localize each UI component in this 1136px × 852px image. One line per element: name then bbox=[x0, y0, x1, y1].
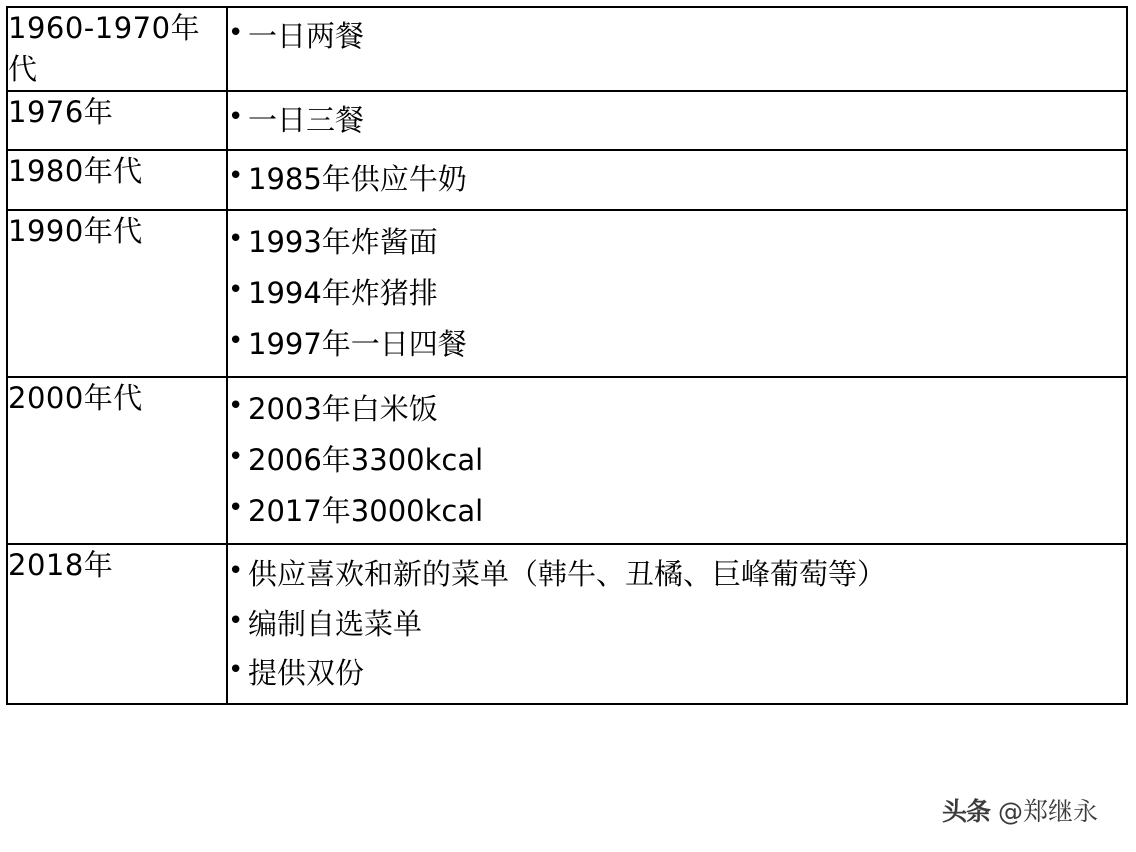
period-cell: 2018年 bbox=[7, 544, 227, 703]
list-item: • 1993年炸酱面 bbox=[228, 223, 1126, 262]
bullet-list bbox=[228, 101, 1126, 140]
bullet-list bbox=[228, 390, 1126, 531]
period-cell: 1980年代 bbox=[7, 150, 227, 209]
watermark bbox=[942, 792, 1098, 828]
document-page bbox=[0, 6, 1136, 852]
items-cell bbox=[227, 210, 1127, 377]
items-cell bbox=[227, 377, 1127, 544]
table-row bbox=[7, 544, 1127, 703]
list-item: • 1997年一日四餐 bbox=[228, 325, 1126, 364]
table-row bbox=[7, 150, 1127, 209]
list-item: • 2006年3300kcal bbox=[228, 441, 1126, 480]
list-item: • 编制自选菜单 bbox=[228, 605, 1126, 644]
period-cell: 1976年 bbox=[7, 91, 227, 150]
list-item: • 供应喜欢和新的菜单（韩牛、丑橘、巨峰葡萄等） bbox=[228, 555, 1126, 594]
table-row bbox=[7, 377, 1127, 544]
list-item: • 提供双份 bbox=[228, 654, 1126, 693]
timeline-table bbox=[6, 6, 1128, 705]
list-item: • 2003年白米饭 bbox=[228, 390, 1126, 429]
period-cell: 1960-1970年代 bbox=[7, 7, 227, 91]
bullet-list bbox=[228, 555, 1126, 692]
items-cell bbox=[227, 7, 1127, 91]
list-item: • 1985年供应牛奶 bbox=[228, 160, 1126, 199]
table-row bbox=[7, 210, 1127, 377]
list-item: • 一日两餐 bbox=[228, 17, 1126, 56]
bullet-list bbox=[228, 17, 1126, 56]
period-cell: 1990年代 bbox=[7, 210, 227, 377]
table-row bbox=[7, 91, 1127, 150]
items-cell bbox=[227, 150, 1127, 209]
list-item: • 一日三餐 bbox=[228, 101, 1126, 140]
items-cell bbox=[227, 91, 1127, 150]
items-cell bbox=[227, 544, 1127, 703]
table-row bbox=[7, 7, 1127, 91]
toutiao-logo-icon: 头条 bbox=[941, 797, 990, 826]
bullet-list bbox=[228, 223, 1126, 364]
watermark-handle: @郑继永 bbox=[997, 797, 1098, 826]
list-item: • 2017年3000kcal bbox=[228, 492, 1126, 531]
period-cell: 2000年代 bbox=[7, 377, 227, 544]
bullet-list bbox=[228, 160, 1126, 199]
list-item: • 1994年炸猪排 bbox=[228, 274, 1126, 313]
